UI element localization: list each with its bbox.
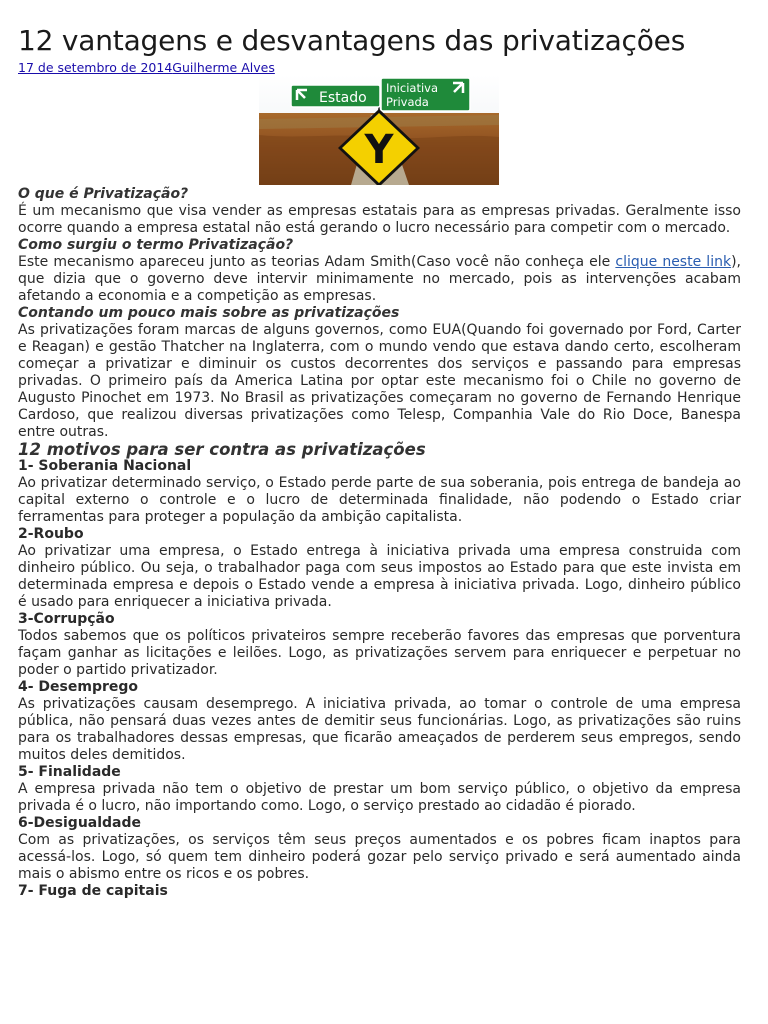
intro-text-3: As privatizações foram marcas de alguns governos, como EUA(Quando foi governado por Ford, Carter e Reagan) e gestão Thatcher na Inglaterra, com o mundo vendo que estava dando certo, escolheram começar a privatizar e diminuir os custos decorrentes dos serviços e passando para empresas privadas. O primeiro país da America Latina por optar este mecanismo foi o Chile no governo de Augusto Pinochet em 1973. No Brasil as privatizações começaram no governo de Fernando Henrique Cardoso, que realizou diversas privatizações como Telesp, Companhia Vale do Rio Doce, Banespa entre outras.: [18, 322, 741, 440]
point-text-4: As privatizações causam desemprego. A iniciativa privada, ao tomar o controle de uma empresa pública, não pensará duas vezes antes de demitir seus funcionárias. Logo, as privatizações são ruins para os trabalhadores dessas empresas, que ficarão ameaçados de perderem seus empregos, sendo muitos deles demitidos.: [18, 696, 741, 763]
sign-iniciativa-privada: [381, 78, 470, 111]
sign-label-line1: Iniciativa: [386, 81, 438, 95]
author-link[interactable]: Guilherme Alves: [172, 60, 275, 75]
point-text-3: Todos sabemos que os políticos privateiros sempre receberão favores das empresas que porventura façam ganhar as licitações e leilões. Logo, as privatizações servem para enriquecer e perpetuar no poder o partido privatizador.: [18, 628, 741, 678]
hero-image: [259, 75, 499, 185]
road-signs-illustration: [259, 75, 499, 185]
sign-estado-label: Estado: [319, 90, 367, 106]
point-title-3: 3-Corrupção: [18, 611, 115, 627]
point-title-7: 7- Fuga de capitais: [18, 883, 168, 899]
intro-text-2-before: Este mecanismo apareceu junto as teorias Adam Smith(Caso você não conheça ele: [18, 254, 616, 270]
point-title-1: 1- Soberania Nacional: [18, 458, 192, 474]
point-text-1: Ao privatizar determinado serviço, o Estado perde parte de sua soberania, pois entrega de bandeja ao capital externo o controle e o lucro de determinada finalidade, não podendo o Estado criar ferramentas para proteger a população da ambição capitalista.: [18, 475, 741, 525]
intro-heading-2: Como surgiu o termo Privatização?: [18, 237, 294, 253]
date-link[interactable]: 17 de setembro de 2014: [18, 60, 173, 75]
adam-smith-link[interactable]: clique neste link: [615, 254, 732, 270]
point-text-2: Ao privatizar uma empresa, o Estado entrega à iniciativa privada uma empresa construida com dinheiro público. Ou seja, o trabalhador paga com seus impostos ao Estado para que este invista em determinada empresa e depois o Estado vende a empresa à iniciativa privada. Logo, dinheiro público é usado para enriquecer a iniciativa privada.: [18, 543, 741, 610]
intro-heading-3: Contando um pouco mais sobre as privatizações: [18, 305, 400, 321]
sign-estado: [291, 85, 380, 107]
intro-text-1: É um mecanismo que visa vender as empresas estatais para as empresas privadas. Geralmente isso ocorre quando a empresa estatal não está gerando o lucro necessário para competir com o mercado.: [18, 203, 741, 236]
article-body: [18, 186, 741, 900]
article-title: 12 vantagens e desvantagens das privatizações: [18, 24, 686, 57]
point-text-6: Com as privatizações, os serviços têm seus preços aumentados e os pobres ficam inaptos para acessá-los. Logo, só quem tem dinheiro poderá gozar pelo serviço privado e será aumentado ainda mais o abismo entre os ricos e os pobres.: [18, 832, 741, 882]
point-text-5: A empresa privada não tem o objetivo de prestar um bom serviço público, o objetivo da empresa privada é o lucro, não importando como. Logo, o serviço prestado ao cidadão é piorado.: [18, 781, 741, 814]
intro-text-2-after: ), que dizia que o governo deve intervir minimamente no mercado, pois as intervenções acabam afetando a economia e a competição as empresas.: [18, 254, 741, 304]
intro-text-2: [18, 254, 741, 305]
sign-label-line2: Privada: [386, 95, 429, 109]
point-title-2: 2-Roubo: [18, 526, 84, 542]
point-title-4: 4- Desemprego: [18, 679, 139, 695]
byline: [18, 60, 275, 75]
point-title-5: 5- Finalidade: [18, 764, 121, 780]
y-sign-glyph: Y: [364, 127, 394, 173]
section-title: 12 motivos para ser contra as privatizações: [18, 440, 426, 459]
intro-heading-1: O que é Privatização?: [18, 186, 189, 202]
point-title-6: 6-Desigualdade: [18, 815, 142, 831]
